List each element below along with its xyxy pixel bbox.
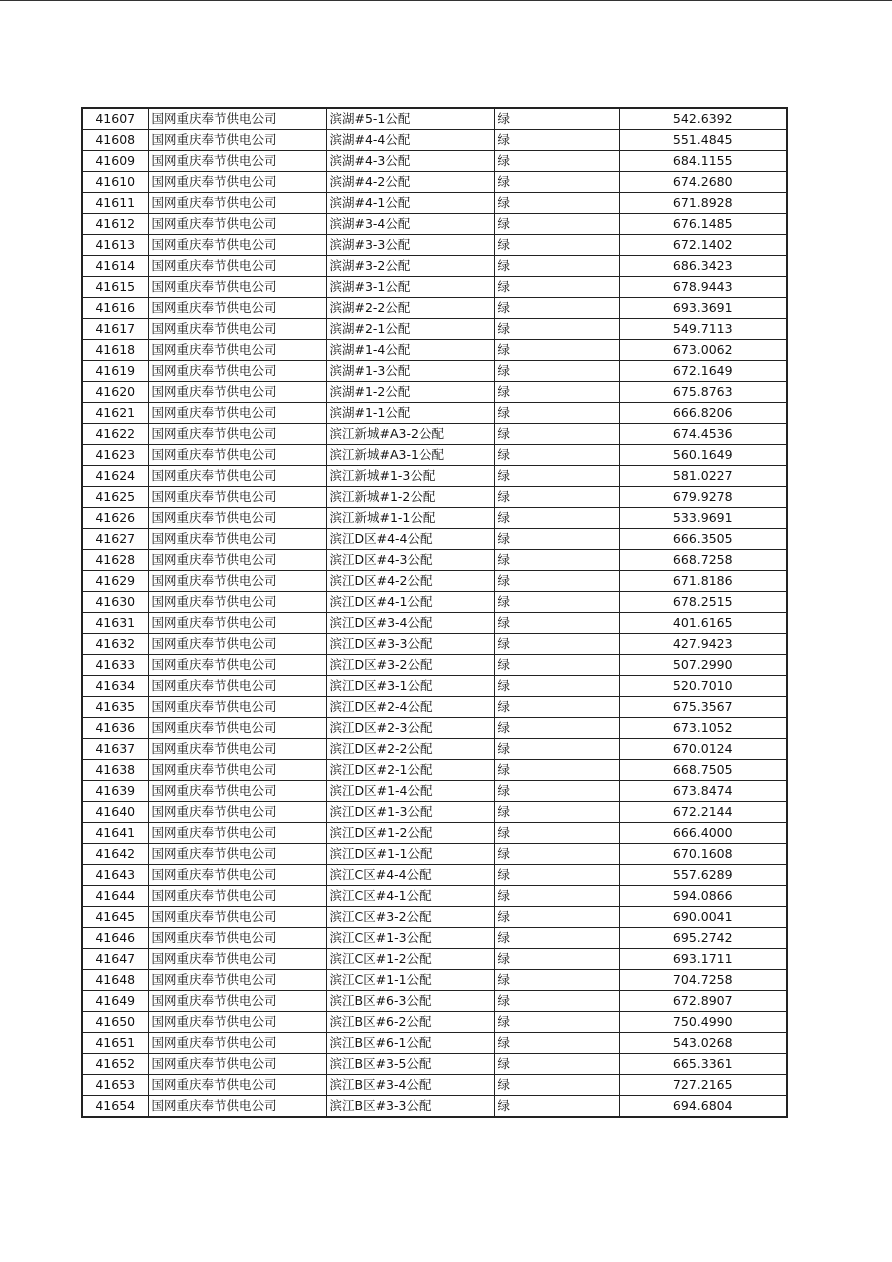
- cell-value: 727.2165: [619, 1075, 787, 1096]
- cell-name: 滨江C区#4-4公配: [326, 865, 494, 886]
- cell-name: 滨湖#3-3公配: [326, 235, 494, 256]
- cell-color: 绿: [494, 844, 619, 865]
- table-row: [82, 886, 787, 907]
- cell-id: 41648: [82, 970, 148, 991]
- cell-color: 绿: [494, 592, 619, 613]
- cell-id: 41627: [82, 529, 148, 550]
- page-top-rule: [0, 0, 892, 1]
- cell-id: 41611: [82, 193, 148, 214]
- cell-value: 673.8474: [619, 781, 787, 802]
- cell-company: 国网重庆奉节供电公司: [148, 277, 326, 298]
- cell-company: 国网重庆奉节供电公司: [148, 1012, 326, 1033]
- table-row: [82, 928, 787, 949]
- cell-company: 国网重庆奉节供电公司: [148, 424, 326, 445]
- cell-company: 国网重庆奉节供电公司: [148, 1075, 326, 1096]
- table-row: [82, 949, 787, 970]
- cell-color: 绿: [494, 655, 619, 676]
- cell-value: 401.6165: [619, 613, 787, 634]
- cell-name: 滨江D区#4-4公配: [326, 529, 494, 550]
- cell-value: 693.3691: [619, 298, 787, 319]
- cell-id: 41651: [82, 1033, 148, 1054]
- cell-company: 国网重庆奉节供电公司: [148, 1054, 326, 1075]
- cell-id: 41641: [82, 823, 148, 844]
- table-row: [82, 466, 787, 487]
- cell-company: 国网重庆奉节供电公司: [148, 907, 326, 928]
- data-table: [81, 107, 788, 1118]
- cell-name: 滨江D区#1-2公配: [326, 823, 494, 844]
- cell-company: 国网重庆奉节供电公司: [148, 403, 326, 424]
- cell-value: 666.8206: [619, 403, 787, 424]
- cell-company: 国网重庆奉节供电公司: [148, 108, 326, 130]
- cell-name: 滨湖#3-1公配: [326, 277, 494, 298]
- cell-name: 滨湖#1-4公配: [326, 340, 494, 361]
- cell-id: 41649: [82, 991, 148, 1012]
- cell-id: 41616: [82, 298, 148, 319]
- cell-company: 国网重庆奉节供电公司: [148, 172, 326, 193]
- cell-name: 滨湖#3-4公配: [326, 214, 494, 235]
- cell-id: 41632: [82, 634, 148, 655]
- cell-color: 绿: [494, 1033, 619, 1054]
- cell-name: 滨江B区#3-4公配: [326, 1075, 494, 1096]
- table-row: [82, 592, 787, 613]
- cell-name: 滨江新城#A3-2公配: [326, 424, 494, 445]
- cell-value: 673.1052: [619, 718, 787, 739]
- cell-value: 543.0268: [619, 1033, 787, 1054]
- cell-id: 41612: [82, 214, 148, 235]
- cell-name: 滨江C区#4-1公配: [326, 886, 494, 907]
- table-row: [82, 235, 787, 256]
- cell-value: 672.8907: [619, 991, 787, 1012]
- cell-id: 41624: [82, 466, 148, 487]
- table-row: [82, 403, 787, 424]
- cell-name: 滨江D区#3-1公配: [326, 676, 494, 697]
- cell-id: 41635: [82, 697, 148, 718]
- cell-id: 41654: [82, 1096, 148, 1118]
- cell-color: 绿: [494, 172, 619, 193]
- cell-color: 绿: [494, 193, 619, 214]
- cell-value: 675.8763: [619, 382, 787, 403]
- cell-color: 绿: [494, 823, 619, 844]
- cell-id: 41621: [82, 403, 148, 424]
- cell-id: 41631: [82, 613, 148, 634]
- cell-id: 41644: [82, 886, 148, 907]
- cell-name: 滨湖#5-1公配: [326, 108, 494, 130]
- cell-company: 国网重庆奉节供电公司: [148, 676, 326, 697]
- cell-name: 滨江C区#3-2公配: [326, 907, 494, 928]
- cell-company: 国网重庆奉节供电公司: [148, 718, 326, 739]
- cell-id: 41636: [82, 718, 148, 739]
- cell-color: 绿: [494, 466, 619, 487]
- cell-color: 绿: [494, 1012, 619, 1033]
- cell-value: 673.0062: [619, 340, 787, 361]
- cell-company: 国网重庆奉节供电公司: [148, 949, 326, 970]
- cell-company: 国网重庆奉节供电公司: [148, 928, 326, 949]
- cell-company: 国网重庆奉节供电公司: [148, 592, 326, 613]
- cell-value: 533.9691: [619, 508, 787, 529]
- cell-value: 674.4536: [619, 424, 787, 445]
- cell-id: 41637: [82, 739, 148, 760]
- table-row: [82, 340, 787, 361]
- cell-name: 滨江D区#2-3公配: [326, 718, 494, 739]
- cell-color: 绿: [494, 886, 619, 907]
- cell-value: 594.0866: [619, 886, 787, 907]
- cell-company: 国网重庆奉节供电公司: [148, 508, 326, 529]
- cell-name: 滨江B区#3-3公配: [326, 1096, 494, 1118]
- table-row: [82, 151, 787, 172]
- cell-company: 国网重庆奉节供电公司: [148, 487, 326, 508]
- cell-name: 滨江B区#6-2公配: [326, 1012, 494, 1033]
- cell-color: 绿: [494, 319, 619, 340]
- cell-value: 668.7505: [619, 760, 787, 781]
- cell-id: 41617: [82, 319, 148, 340]
- table-row: [82, 1096, 787, 1118]
- cell-name: 滨江D区#1-1公配: [326, 844, 494, 865]
- cell-company: 国网重庆奉节供电公司: [148, 151, 326, 172]
- table-row: [82, 676, 787, 697]
- cell-name: 滨江D区#2-1公配: [326, 760, 494, 781]
- cell-company: 国网重庆奉节供电公司: [148, 886, 326, 907]
- cell-name: 滨江C区#1-3公配: [326, 928, 494, 949]
- cell-id: 41646: [82, 928, 148, 949]
- cell-name: 滨湖#1-2公配: [326, 382, 494, 403]
- cell-name: 滨江D区#1-3公配: [326, 802, 494, 823]
- cell-id: 41623: [82, 445, 148, 466]
- cell-color: 绿: [494, 802, 619, 823]
- cell-color: 绿: [494, 1075, 619, 1096]
- cell-color: 绿: [494, 214, 619, 235]
- cell-company: 国网重庆奉节供电公司: [148, 340, 326, 361]
- table-row: [82, 991, 787, 1012]
- cell-value: 750.4990: [619, 1012, 787, 1033]
- cell-id: 41634: [82, 676, 148, 697]
- cell-id: 41645: [82, 907, 148, 928]
- cell-color: 绿: [494, 487, 619, 508]
- table-row: [82, 718, 787, 739]
- cell-name: 滨江新城#1-1公配: [326, 508, 494, 529]
- cell-company: 国网重庆奉节供电公司: [148, 529, 326, 550]
- table-row: [82, 108, 787, 130]
- cell-company: 国网重庆奉节供电公司: [148, 193, 326, 214]
- cell-color: 绿: [494, 403, 619, 424]
- cell-value: 694.6804: [619, 1096, 787, 1118]
- table-row: [82, 256, 787, 277]
- cell-color: 绿: [494, 382, 619, 403]
- cell-id: 41622: [82, 424, 148, 445]
- cell-name: 滨湖#2-1公配: [326, 319, 494, 340]
- table-row: [82, 445, 787, 466]
- cell-color: 绿: [494, 151, 619, 172]
- cell-company: 国网重庆奉节供电公司: [148, 970, 326, 991]
- cell-value: 670.0124: [619, 739, 787, 760]
- cell-name: 滨湖#2-2公配: [326, 298, 494, 319]
- cell-id: 41638: [82, 760, 148, 781]
- cell-company: 国网重庆奉节供电公司: [148, 613, 326, 634]
- cell-company: 国网重庆奉节供电公司: [148, 655, 326, 676]
- cell-name: 滨江D区#1-4公配: [326, 781, 494, 802]
- table-row: [82, 865, 787, 886]
- table-row: [82, 319, 787, 340]
- cell-id: 41625: [82, 487, 148, 508]
- cell-color: 绿: [494, 508, 619, 529]
- cell-company: 国网重庆奉节供电公司: [148, 697, 326, 718]
- cell-id: 41652: [82, 1054, 148, 1075]
- cell-value: 678.2515: [619, 592, 787, 613]
- cell-id: 41618: [82, 340, 148, 361]
- cell-name: 滨江D区#2-4公配: [326, 697, 494, 718]
- cell-name: 滨江D区#2-2公配: [326, 739, 494, 760]
- cell-id: 41630: [82, 592, 148, 613]
- table-row: [82, 172, 787, 193]
- cell-color: 绿: [494, 718, 619, 739]
- cell-name: 滨江D区#3-4公配: [326, 613, 494, 634]
- cell-color: 绿: [494, 445, 619, 466]
- cell-value: 666.3505: [619, 529, 787, 550]
- cell-color: 绿: [494, 697, 619, 718]
- cell-color: 绿: [494, 613, 619, 634]
- cell-name: 滨江D区#4-3公配: [326, 550, 494, 571]
- cell-value: 674.2680: [619, 172, 787, 193]
- table-row: [82, 298, 787, 319]
- cell-name: 滨江B区#6-1公配: [326, 1033, 494, 1054]
- cell-name: 滨江C区#1-1公配: [326, 970, 494, 991]
- cell-company: 国网重庆奉节供电公司: [148, 823, 326, 844]
- table-row: [82, 529, 787, 550]
- cell-value: 678.9443: [619, 277, 787, 298]
- cell-id: 41620: [82, 382, 148, 403]
- cell-value: 679.9278: [619, 487, 787, 508]
- cell-value: 675.3567: [619, 697, 787, 718]
- cell-name: 滨江新城#1-3公配: [326, 466, 494, 487]
- cell-color: 绿: [494, 739, 619, 760]
- cell-name: 滨江D区#4-2公配: [326, 571, 494, 592]
- cell-company: 国网重庆奉节供电公司: [148, 802, 326, 823]
- cell-company: 国网重庆奉节供电公司: [148, 571, 326, 592]
- cell-color: 绿: [494, 781, 619, 802]
- cell-value: 520.7010: [619, 676, 787, 697]
- table-row: [82, 655, 787, 676]
- table-row: [82, 823, 787, 844]
- table-row: [82, 361, 787, 382]
- table-row: [82, 193, 787, 214]
- cell-color: 绿: [494, 1096, 619, 1118]
- cell-company: 国网重庆奉节供电公司: [148, 865, 326, 886]
- table-row: [82, 697, 787, 718]
- cell-color: 绿: [494, 676, 619, 697]
- cell-color: 绿: [494, 298, 619, 319]
- cell-name: 滨江D区#3-3公配: [326, 634, 494, 655]
- cell-color: 绿: [494, 130, 619, 151]
- cell-name: 滨江D区#4-1公配: [326, 592, 494, 613]
- table-row: [82, 1033, 787, 1054]
- cell-id: 41639: [82, 781, 148, 802]
- cell-company: 国网重庆奉节供电公司: [148, 382, 326, 403]
- cell-name: 滨江新城#1-2公配: [326, 487, 494, 508]
- cell-value: 507.2990: [619, 655, 787, 676]
- table-row: [82, 739, 787, 760]
- cell-company: 国网重庆奉节供电公司: [148, 298, 326, 319]
- cell-id: 41642: [82, 844, 148, 865]
- cell-value: 695.2742: [619, 928, 787, 949]
- cell-id: 41643: [82, 865, 148, 886]
- cell-color: 绿: [494, 256, 619, 277]
- table-row: [82, 1054, 787, 1075]
- cell-color: 绿: [494, 235, 619, 256]
- cell-color: 绿: [494, 550, 619, 571]
- cell-company: 国网重庆奉节供电公司: [148, 991, 326, 1012]
- cell-name: 滨湖#4-4公配: [326, 130, 494, 151]
- cell-value: 670.1608: [619, 844, 787, 865]
- table-row: [82, 382, 787, 403]
- cell-color: 绿: [494, 991, 619, 1012]
- table-row: [82, 802, 787, 823]
- cell-company: 国网重庆奉节供电公司: [148, 319, 326, 340]
- cell-color: 绿: [494, 907, 619, 928]
- cell-color: 绿: [494, 529, 619, 550]
- cell-id: 41608: [82, 130, 148, 151]
- table-row: [82, 1075, 787, 1096]
- table-row: [82, 970, 787, 991]
- cell-name: 滨湖#3-2公配: [326, 256, 494, 277]
- cell-company: 国网重庆奉节供电公司: [148, 466, 326, 487]
- cell-value: 684.1155: [619, 151, 787, 172]
- cell-value: 581.0227: [619, 466, 787, 487]
- cell-color: 绿: [494, 760, 619, 781]
- cell-id: 41640: [82, 802, 148, 823]
- cell-value: 551.4845: [619, 130, 787, 151]
- cell-value: 672.1649: [619, 361, 787, 382]
- cell-color: 绿: [494, 361, 619, 382]
- table-row: [82, 781, 787, 802]
- cell-name: 滨江C区#1-2公配: [326, 949, 494, 970]
- cell-name: 滨湖#4-3公配: [326, 151, 494, 172]
- table-body: [82, 108, 787, 1117]
- cell-name: 滨湖#1-3公配: [326, 361, 494, 382]
- table-row: [82, 214, 787, 235]
- cell-color: 绿: [494, 634, 619, 655]
- cell-value: 671.8186: [619, 571, 787, 592]
- cell-company: 国网重庆奉节供电公司: [148, 1033, 326, 1054]
- cell-id: 41607: [82, 108, 148, 130]
- table-row: [82, 424, 787, 445]
- cell-company: 国网重庆奉节供电公司: [148, 256, 326, 277]
- cell-value: 671.8928: [619, 193, 787, 214]
- cell-id: 41633: [82, 655, 148, 676]
- cell-color: 绿: [494, 108, 619, 130]
- cell-id: 41613: [82, 235, 148, 256]
- cell-name: 滨湖#4-2公配: [326, 172, 494, 193]
- cell-id: 41609: [82, 151, 148, 172]
- cell-name: 滨江新城#A3-1公配: [326, 445, 494, 466]
- cell-id: 41615: [82, 277, 148, 298]
- table-row: [82, 277, 787, 298]
- cell-company: 国网重庆奉节供电公司: [148, 214, 326, 235]
- cell-value: 686.3423: [619, 256, 787, 277]
- cell-company: 国网重庆奉节供电公司: [148, 235, 326, 256]
- cell-company: 国网重庆奉节供电公司: [148, 361, 326, 382]
- cell-value: 665.3361: [619, 1054, 787, 1075]
- cell-id: 41614: [82, 256, 148, 277]
- cell-company: 国网重庆奉节供电公司: [148, 781, 326, 802]
- table-row: [82, 487, 787, 508]
- cell-id: 41626: [82, 508, 148, 529]
- cell-value: 427.9423: [619, 634, 787, 655]
- cell-name: 滨湖#1-1公配: [326, 403, 494, 424]
- cell-color: 绿: [494, 424, 619, 445]
- cell-name: 滨江B区#6-3公配: [326, 991, 494, 1012]
- table-row: [82, 508, 787, 529]
- cell-id: 41653: [82, 1075, 148, 1096]
- cell-value: 672.1402: [619, 235, 787, 256]
- cell-color: 绿: [494, 865, 619, 886]
- cell-value: 666.4000: [619, 823, 787, 844]
- cell-name: 滨湖#4-1公配: [326, 193, 494, 214]
- table-row: [82, 634, 787, 655]
- cell-id: 41629: [82, 571, 148, 592]
- cell-value: 560.1649: [619, 445, 787, 466]
- cell-id: 41610: [82, 172, 148, 193]
- cell-name: 滨江B区#3-5公配: [326, 1054, 494, 1075]
- cell-color: 绿: [494, 571, 619, 592]
- table-row: [82, 550, 787, 571]
- table-row: [82, 907, 787, 928]
- cell-company: 国网重庆奉节供电公司: [148, 130, 326, 151]
- cell-id: 41647: [82, 949, 148, 970]
- table-row: [82, 844, 787, 865]
- table-row: [82, 1012, 787, 1033]
- cell-color: 绿: [494, 970, 619, 991]
- cell-company: 国网重庆奉节供电公司: [148, 1096, 326, 1118]
- cell-value: 693.1711: [619, 949, 787, 970]
- cell-value: 542.6392: [619, 108, 787, 130]
- cell-value: 672.2144: [619, 802, 787, 823]
- cell-color: 绿: [494, 928, 619, 949]
- cell-id: 41619: [82, 361, 148, 382]
- table-row: [82, 130, 787, 151]
- table-row: [82, 571, 787, 592]
- cell-value: 690.0041: [619, 907, 787, 928]
- cell-color: 绿: [494, 277, 619, 298]
- cell-company: 国网重庆奉节供电公司: [148, 844, 326, 865]
- table-row: [82, 760, 787, 781]
- cell-id: 41650: [82, 1012, 148, 1033]
- cell-company: 国网重庆奉节供电公司: [148, 550, 326, 571]
- cell-name: 滨江D区#3-2公配: [326, 655, 494, 676]
- cell-value: 549.7113: [619, 319, 787, 340]
- cell-color: 绿: [494, 1054, 619, 1075]
- cell-value: 676.1485: [619, 214, 787, 235]
- cell-company: 国网重庆奉节供电公司: [148, 634, 326, 655]
- cell-color: 绿: [494, 949, 619, 970]
- table-row: [82, 613, 787, 634]
- cell-value: 557.6289: [619, 865, 787, 886]
- cell-color: 绿: [494, 340, 619, 361]
- cell-company: 国网重庆奉节供电公司: [148, 739, 326, 760]
- cell-value: 704.7258: [619, 970, 787, 991]
- cell-company: 国网重庆奉节供电公司: [148, 760, 326, 781]
- cell-company: 国网重庆奉节供电公司: [148, 445, 326, 466]
- cell-value: 668.7258: [619, 550, 787, 571]
- cell-id: 41628: [82, 550, 148, 571]
